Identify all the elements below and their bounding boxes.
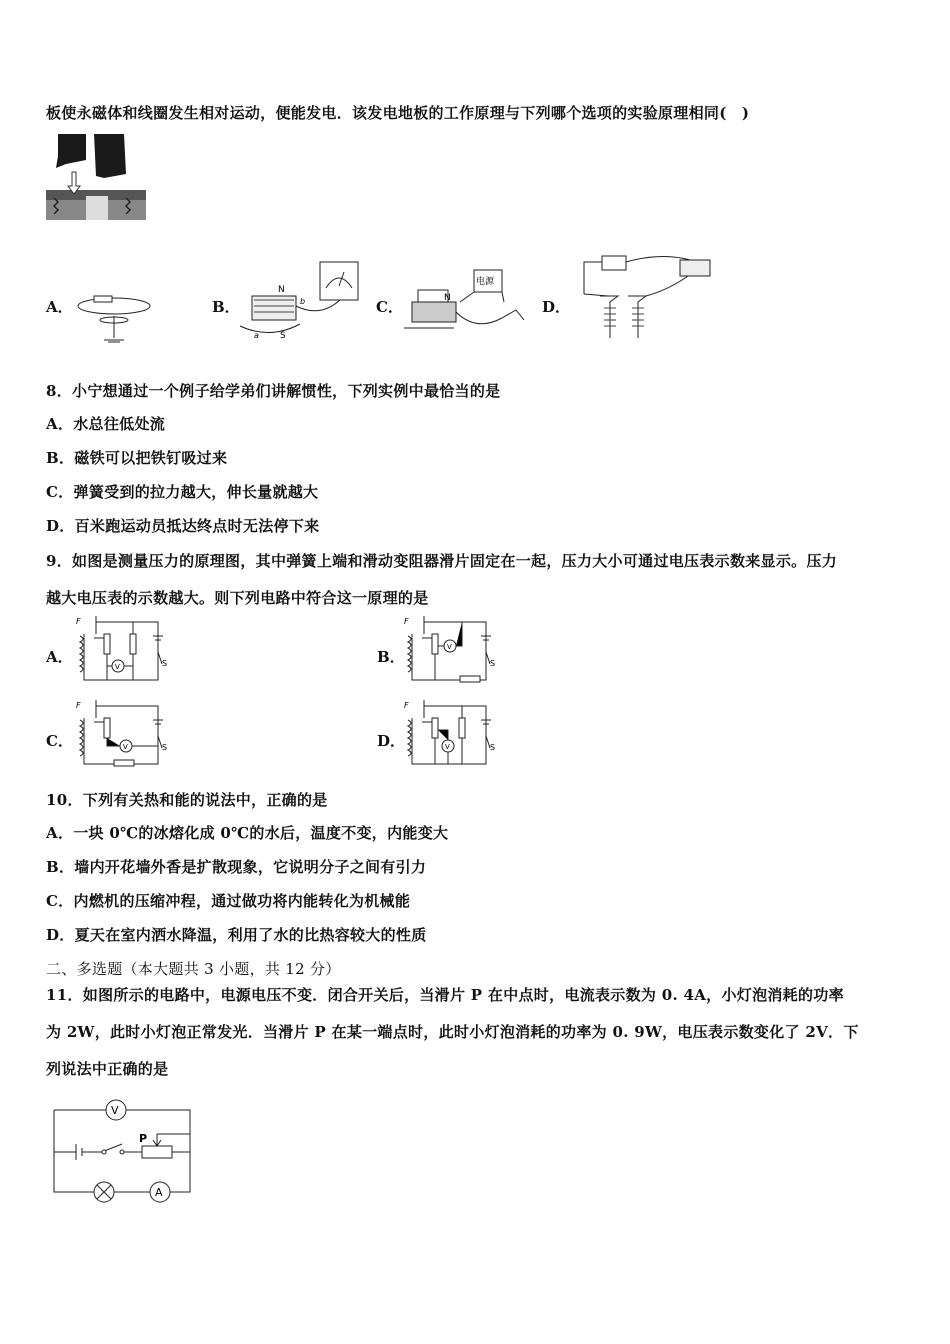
q7-stem: 板使永磁体和线圈发生相对运动，便能发电．该发电地板的工作原理与下列哪个选项的实验原理相同( ) <box>46 104 750 122</box>
generator-floor-illustration <box>46 132 146 224</box>
q7-option-c-label[interactable]: C． <box>376 298 403 316</box>
q9-d-switch-label: S <box>490 743 496 752</box>
q9-b-voltmeter-label: V <box>447 643 452 651</box>
q9-stem-line-1: 9．如图是测量压力的原理图，其中弹簧上端和滑动变阻器滑片固定在一起，压力大小可通过电压表示数来显示。压力 <box>46 552 838 570</box>
q7-b-north-label: N <box>278 285 285 295</box>
q11-voltmeter-label: V <box>111 1104 119 1117</box>
q7-option-b-label[interactable]: B． <box>212 298 240 316</box>
q10-option-d[interactable]: D．夏天在室内洒水降温，利用了水的比热容较大的性质 <box>46 926 427 944</box>
q8-option-c[interactable]: C．弹簧受到的拉力越大，伸长量就越大 <box>46 483 319 501</box>
q8-stem: 8．小宁想通过一个例子给学弟们讲解惯性，下列实例中最恰当的是 <box>46 382 501 400</box>
q9-a-voltmeter-label: V <box>115 663 120 671</box>
q11-ammeter-label: A <box>155 1186 163 1199</box>
q9-a-force-label: F <box>76 617 81 626</box>
q7-option-c-figure <box>404 262 534 342</box>
q9-circuit-b <box>402 616 502 684</box>
q8-option-a[interactable]: A．水总往低处流 <box>46 415 166 433</box>
q9-circuit-d <box>402 700 502 768</box>
section-2-title: 二、多选题（本大题共 3 小题，共 12 分） <box>46 960 341 978</box>
q10-option-b[interactable]: B．墙内开花墙外香是扩散现象，它说明分子之间有引力 <box>46 858 427 876</box>
q11-stem-line-2: 为 2W，此时小灯泡正常发光．当滑片 P 在某一端点时，此时小灯泡消耗的功率为 0. 9W，电压表示数变化了 2V．下 <box>46 1023 859 1041</box>
q11-slider-label: P <box>139 1132 148 1145</box>
q10-stem: 10．下列有关热和能的说法中，正确的是 <box>46 791 328 809</box>
q10-option-c[interactable]: C．内燃机的压缩冲程，通过做功将内能转化为机械能 <box>46 892 411 910</box>
q11-circuit <box>50 1096 196 1202</box>
q7-option-d-figure <box>578 250 720 348</box>
q11-stem-line-1: 11．如图所示的电路中，电源电压不变．闭合开关后，当滑片 P 在中点时，电流表示数为 0. 4A，小灯泡消耗的功率 <box>46 986 844 1004</box>
q7-option-d-label[interactable]: D． <box>542 298 571 316</box>
q9-d-force-label: F <box>404 701 409 710</box>
q9-circuit-a <box>74 616 174 684</box>
q9-b-switch-label: S <box>490 659 496 668</box>
q9-a-switch-label: S <box>162 659 168 668</box>
q7-c-north-label: N <box>444 293 451 303</box>
q7-option-a-label[interactable]: A． <box>46 298 73 316</box>
q9-c-switch-label: S <box>162 743 168 752</box>
q10-option-a[interactable]: A．一块 0℃的冰熔化成 0℃的水后，温度不变，内能变大 <box>46 824 449 842</box>
q8-option-d[interactable]: D．百米跑运动员抵达终点时无法停下来 <box>46 517 320 535</box>
q9-c-force-label: F <box>76 701 81 710</box>
q9-option-c-label[interactable]: C． <box>46 732 73 750</box>
q9-option-d-label[interactable]: D． <box>377 732 406 750</box>
q9-c-voltmeter-label: V <box>123 743 128 751</box>
q11-stem-line-3: 列说法中正确的是 <box>46 1060 169 1078</box>
q7-b-a-label: a <box>254 331 259 340</box>
q7-c-power-label: 电源 <box>476 277 495 287</box>
q9-d-voltmeter-label: V <box>445 743 450 751</box>
q9-circuit-c <box>74 700 174 768</box>
q7-option-a-figure <box>74 288 160 350</box>
q9-option-b-label[interactable]: B． <box>377 648 405 666</box>
q9-b-force-label: F <box>404 617 409 626</box>
q9-option-a-label[interactable]: A． <box>46 648 73 666</box>
q9-stem-line-2: 越大电压表的示数越大。则下列电路中符合这一原理的是 <box>46 589 429 607</box>
q7-option-b-figure <box>240 258 370 344</box>
q7-b-b-label: b <box>300 297 306 306</box>
q7-b-south-label: S <box>280 331 286 341</box>
q8-option-b[interactable]: B．磁铁可以把铁钉吸过来 <box>46 449 228 467</box>
